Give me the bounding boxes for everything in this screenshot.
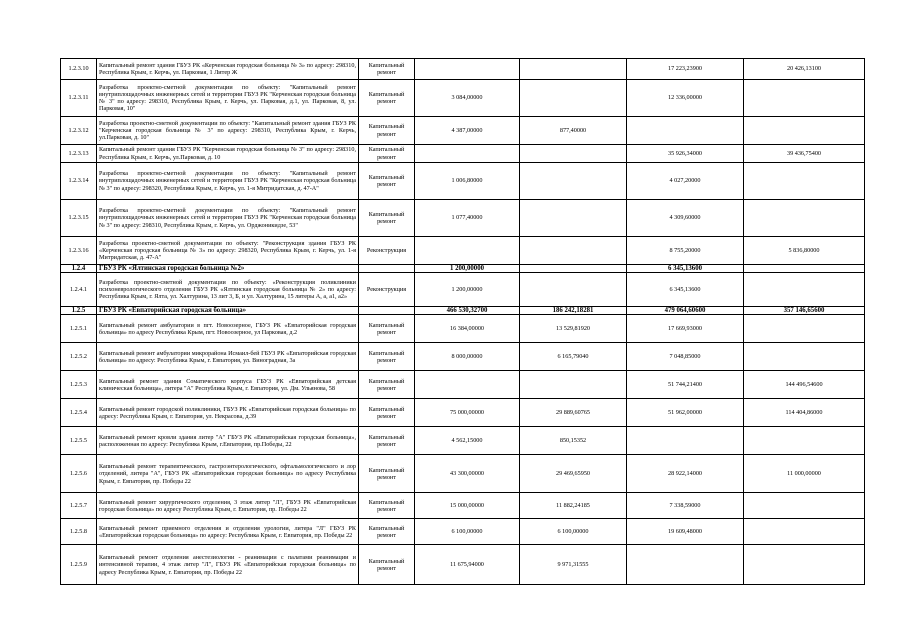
work-type: Капитальный ремонт: [359, 343, 415, 371]
work-type: Капитальный ремонт: [359, 80, 415, 117]
table-row: [61, 273, 865, 307]
object-description: Капитальный ремонт хирургического отделения, 3 этаж литер "Л", ГБУЗ РК «Евпаторийская городская больница» по адресу Республика Крым, г. Евпатория, пр. Победы 22: [97, 493, 359, 519]
object-description: Капитальный ремонт приемного отделения и отделения урологии, литера "Л" ГБУЗ РК «Евпаторийская городская больница» по адресу: Республика Крым, г. Евпатория, пр. Победы 22: [97, 519, 359, 545]
amount-col-3: 6 345,13600: [627, 273, 744, 307]
work-type: Капитальный ремонт: [359, 315, 415, 343]
amount-col-1: [415, 59, 520, 80]
amount-col-4: [744, 343, 865, 371]
row-number: 1.2.5.9: [61, 545, 97, 585]
row-number: 1.2.5.5: [61, 427, 97, 455]
object-description: ГБУЗ РК «Евпаторийская городская больница»: [97, 307, 359, 315]
amount-col-1: 1 077,40000: [415, 200, 520, 237]
table-row: [61, 200, 865, 237]
object-description: Капитальный ремонт здания ГБУЗ РК "Керченская городская больница № 3" по адресу: 298310, Республика Крым, г. Керчь, ул.Парковая, д. 10: [97, 145, 359, 163]
object-description: Капитальный ремонт амбулатории в пгт. Новоозерное, ГБУЗ РК «Евпаторийская городская больница» по адресу Республика Крым, пгт. Новоозерное, ул Парковая, д.2: [97, 315, 359, 343]
amount-col-1: 1 200,00000: [415, 265, 520, 273]
work-type: Капитальный ремонт: [359, 427, 415, 455]
amount-col-3: 4 309,60000: [627, 200, 744, 237]
amount-col-1: 6 100,00000: [415, 519, 520, 545]
table-row: [61, 117, 865, 145]
amount-col-3: 8 755,20000: [627, 237, 744, 265]
amount-col-3: 6 345,13600: [627, 265, 744, 273]
amount-col-3: [627, 427, 744, 455]
table-row: [61, 399, 865, 427]
amount-col-2: 186 242,18281: [520, 307, 627, 315]
amount-col-2: 850,15352: [520, 427, 627, 455]
amount-col-2: 877,40000: [520, 117, 627, 145]
work-type: Капитальный ремонт: [359, 455, 415, 493]
amount-col-2: [520, 265, 627, 273]
amount-col-2: [520, 59, 627, 80]
work-type: Реконструкция: [359, 237, 415, 265]
amount-col-3: 12 336,00000: [627, 80, 744, 117]
amount-col-4: [744, 200, 865, 237]
object-description: ГБУЗ РК «Ялтинская городская больница №2»: [97, 265, 359, 273]
object-description: Разработка проектно-сметной документации по объекту: «Реконструкция поликлиники психоневрологического отделения ГБУЗ РК «Ялтинская городская больница № 2» по адресу: Республика Крым, г. Ялта, ул. Халтурина, 13 лит 3, Б, и ул. Халтурина, 15 литеры А, а, а1, а2»: [97, 273, 359, 307]
amount-col-1: 16 384,00000: [415, 315, 520, 343]
amount-col-4: 144 496,54600: [744, 371, 865, 399]
work-type: Капитальный ремонт: [359, 200, 415, 237]
amount-col-4: [744, 117, 865, 145]
amount-col-4: [744, 493, 865, 519]
amount-col-2: [520, 200, 627, 237]
amount-col-3: 51 962,00000: [627, 399, 744, 427]
row-number: 1.2.3.10: [61, 59, 97, 80]
object-description: Разработка проектно-сметной документации по объекту: "Реконструкция здания ГБУЗ РК «Керченская городская больница № 3» по адресу: 298320, Республика Крым, г. Керчь, ул. 1-я Митридатская, д. 47-А": [97, 237, 359, 265]
table-row: [61, 371, 865, 399]
table-row: [61, 80, 865, 117]
row-number: 1.2.3.12: [61, 117, 97, 145]
amount-col-1: [415, 145, 520, 163]
amount-col-4: [744, 427, 865, 455]
amount-col-2: 6 100,00000: [520, 519, 627, 545]
object-description: Капитальный ремонт терапевтического, гастроэнтерологического, офтальмологического и лор отделений, литера "А", ГБУЗ РК «Евпаторийская городская больница» по адресу Республика Крым, г. Евпатория, пр. Победы 22: [97, 455, 359, 493]
amount-col-4: [744, 273, 865, 307]
object-description: Капитальный ремонт амбулатории микрорайона Исмаил-бей ГБУЗ РК «Евпаторийская городская больница» по адресу: Республика Крым, г. Евпатория, ул. Виноградная, 3а: [97, 343, 359, 371]
row-number: 1.2.5.1: [61, 315, 97, 343]
object-description: Капитальный ремонт здания ГБУЗ РК «Керченская городская больница № 3» по адресу: 298310, Республика Крым, г. Керчь, ул. Парковая, 1 Литер Ж: [97, 59, 359, 80]
amount-col-3: 28 922,14000: [627, 455, 744, 493]
amount-col-2: [520, 80, 627, 117]
table-row: [61, 59, 865, 80]
amount-col-1: 43 300,00000: [415, 455, 520, 493]
amount-col-2: [520, 163, 627, 200]
amount-col-2: 29 889,60765: [520, 399, 627, 427]
object-description: Разработка проектно-сметной документации по объекту: "Капитальный ремонт внутриплощадочных инженерных сетей и территории ГБУЗ РК "Керченская городская больница № 3" по адресу: 298310, Республика Крым, г. Керчь, ул. Орджоникидзе, 53": [97, 200, 359, 237]
amount-col-1: [415, 237, 520, 265]
amount-col-4: 20 426,13100: [744, 59, 865, 80]
amount-col-3: 7 048,85000: [627, 343, 744, 371]
amount-col-2: [520, 371, 627, 399]
amount-col-1: 75 000,00000: [415, 399, 520, 427]
amount-col-2: [520, 237, 627, 265]
table-row: [61, 145, 865, 163]
object-description: Разработка проектно-сметной документации по объекту: "Капитальный ремонт внутриплощадочных инженерных сетей и территории ГБУЗ РК "Керченская городская больница № 3" по адресу: 298320, Республика Крым, г. Керчь, ул. 1-я Митридатская, д. 47-А": [97, 163, 359, 200]
row-number: 1.2.5: [61, 307, 97, 315]
table-row: [61, 455, 865, 493]
amount-col-1: [415, 371, 520, 399]
row-number: 1.2.5.2: [61, 343, 97, 371]
amount-col-4: [744, 315, 865, 343]
table-row: [61, 427, 865, 455]
table-row: [61, 315, 865, 343]
budget-table: [60, 58, 865, 585]
row-number: 1.2.3.11: [61, 80, 97, 117]
amount-col-3: 17 669,93000: [627, 315, 744, 343]
amount-col-3: [627, 117, 744, 145]
amount-col-3: 7 338,59000: [627, 493, 744, 519]
amount-col-1: 3 084,00000: [415, 80, 520, 117]
amount-col-1: 15 000,00000: [415, 493, 520, 519]
amount-col-1: 4 387,00000: [415, 117, 520, 145]
work-type: Реконструкция: [359, 273, 415, 307]
amount-col-4: [744, 519, 865, 545]
amount-col-3: 19 609,48000: [627, 519, 744, 545]
amount-col-3: 35 926,34000: [627, 145, 744, 163]
table-row: [61, 519, 865, 545]
amount-col-1: 8 000,00000: [415, 343, 520, 371]
work-type: Капитальный ремонт: [359, 519, 415, 545]
amount-col-3: 51 744,21400: [627, 371, 744, 399]
work-type: Капитальный ремонт: [359, 163, 415, 200]
amount-col-4: [744, 545, 865, 585]
amount-col-3: 479 064,60600: [627, 307, 744, 315]
amount-col-4: 357 146,65600: [744, 307, 865, 315]
work-type: Капитальный ремонт: [359, 59, 415, 80]
amount-col-1: 1 200,00000: [415, 273, 520, 307]
amount-col-4: 5 836,80000: [744, 237, 865, 265]
table-row: [61, 343, 865, 371]
amount-col-2: [520, 145, 627, 163]
row-number: 1.2.3.14: [61, 163, 97, 200]
row-number: 1.2.3.15: [61, 200, 97, 237]
section-row: [61, 265, 865, 273]
row-number: 1.2.5.7: [61, 493, 97, 519]
row-number: 1.2.5.4: [61, 399, 97, 427]
row-number: 1.2.3.13: [61, 145, 97, 163]
table-row: [61, 545, 865, 585]
amount-col-4: 39 436,75400: [744, 145, 865, 163]
amount-col-4: [744, 265, 865, 273]
amount-col-2: 13 529,81920: [520, 315, 627, 343]
work-type: [359, 265, 415, 273]
amount-col-3: 17 223,23900: [627, 59, 744, 80]
amount-col-2: 6 165,79040: [520, 343, 627, 371]
object-description: Капитальный ремонт кровли здания литер "А" ГБУЗ РК «Евпаторийская городская больница», расположенная по адресу: Республика Крым, г.Евпатория, пр.Победы, 22: [97, 427, 359, 455]
work-type: Капитальный ремонт: [359, 493, 415, 519]
work-type: Капитальный ремонт: [359, 545, 415, 585]
object-description: Капитальный ремонт отделения анестезиологии - реанимации с палатами реанимации и интенсивной терапии, 4 этаж литер "Л", ГБУЗ РК «Евпаторийская городская больница» по адресу Республика Крым, г. Евпатория, пр. Победы 22: [97, 545, 359, 585]
amount-col-1: 4 562,15000: [415, 427, 520, 455]
amount-col-4: [744, 163, 865, 200]
row-number: 1.2.5.6: [61, 455, 97, 493]
table-row: [61, 493, 865, 519]
amount-col-2: 9 971,31555: [520, 545, 627, 585]
amount-col-3: [627, 545, 744, 585]
amount-col-4: [744, 80, 865, 117]
amount-col-1: 11 675,94000: [415, 545, 520, 585]
object-description: Капитальный ремонт здания Соматического корпуса ГБУЗ РК «Евпаторийская детская клиническая больница», литера "А" Республика Крым, г. Евпатория, ул. Дм. Ульянова, 58: [97, 371, 359, 399]
amount-col-4: 114 404,86000: [744, 399, 865, 427]
amount-col-2: 29 469,65950: [520, 455, 627, 493]
work-type: Капитальный ремонт: [359, 399, 415, 427]
object-description: Разработка проектно-сметной документации по объекту: "Капитальный ремонт здания ГБУЗ РК "Керченская городская больница № 3" по адресу: 298310, Республика Крым, г. Керчь, ул.Парковая, д. 10": [97, 117, 359, 145]
amount-col-1: 466 530,32700: [415, 307, 520, 315]
object-description: Капитальный ремонт городской поликлиники, ГБУЗ РК «Евпаторийская городская больница» по адресу: Республика Крым, г. Евпатория, ул. Некрасова, д.39: [97, 399, 359, 427]
amount-col-2: 11 882,24185: [520, 493, 627, 519]
row-number: 1.2.5.8: [61, 519, 97, 545]
row-number: 1.2.3.16: [61, 237, 97, 265]
work-type: Капитальный ремонт: [359, 145, 415, 163]
row-number: 1.2.5.3: [61, 371, 97, 399]
table-body: [61, 59, 865, 585]
section-row: [61, 307, 865, 315]
amount-col-2: [520, 273, 627, 307]
work-type: Капитальный ремонт: [359, 371, 415, 399]
amount-col-4: 11 000,00000: [744, 455, 865, 493]
amount-col-1: 1 006,80000: [415, 163, 520, 200]
work-type: Капитальный ремонт: [359, 117, 415, 145]
object-description: Разработка проектно-сметной документации по объекту: "Капитальный ремонт внутриплощадочных инженерных сетей и территории ГБУЗ РК "Керченская городская больница № 3" по адресу: 298310, Республика Крым, г. Керчь, ул. Парковая, д.1, ул. Парковая, 8, ул. Парковая, 10": [97, 80, 359, 117]
amount-col-3: 4 027,20000: [627, 163, 744, 200]
row-number: 1.2.4: [61, 265, 97, 273]
row-number: 1.2.4.1: [61, 273, 97, 307]
work-type: [359, 307, 415, 315]
table-row: [61, 237, 865, 265]
table-row: [61, 163, 865, 200]
